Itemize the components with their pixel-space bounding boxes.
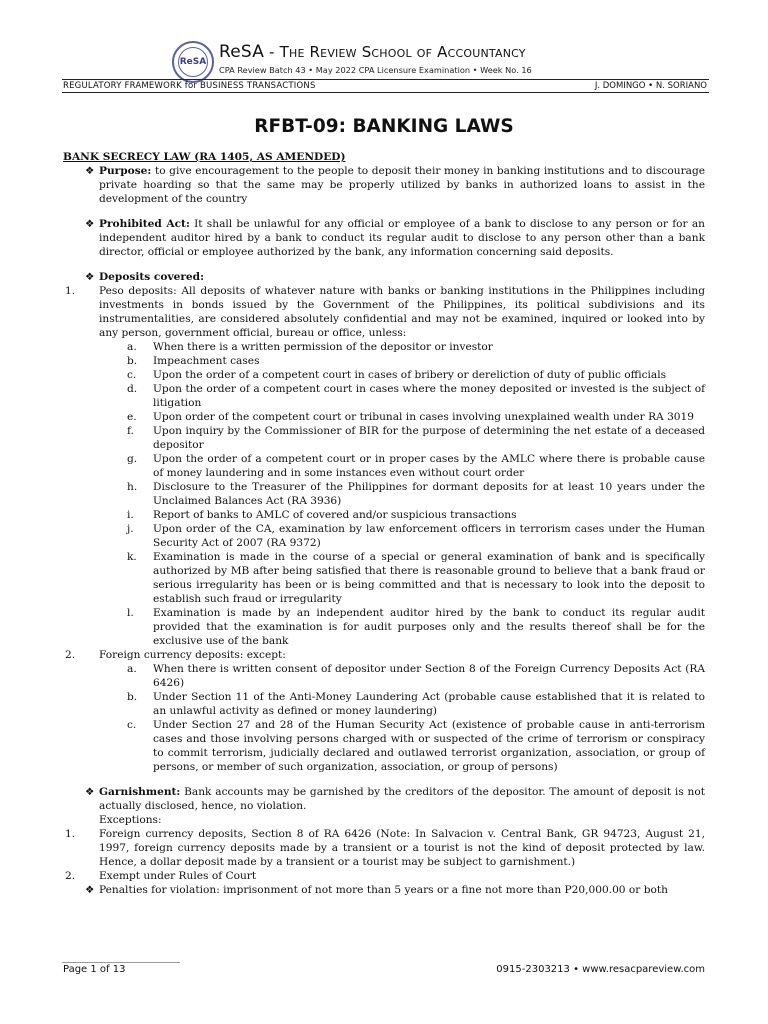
subject-title: REGULATORY FRAMEWORK for BUSINESS TRANSACTIONS (63, 81, 316, 91)
purpose-label: Purpose: (99, 165, 152, 177)
penalties-bullet (63, 883, 705, 897)
diamond-bullet-icon: ❖ (85, 884, 95, 896)
page-number: Page 1 of 13 (63, 964, 126, 975)
prohibited-text: It shall be unlawful for any official or employee of a bank to disclose to any person or for an independent auditor hired by a bank to conduct its regular audit to disclose to any person other than a bank director, official or employee authorized by the bank, any information concerning said deposits. (99, 218, 705, 258)
prohibited-label: Prohibited Act: (99, 218, 190, 230)
diamond-bullet-icon: ❖ (85, 786, 95, 798)
list-item: h. Disclosure to the Treasurer of the Philippines for dormant deposits for at least 10 years under the Unclaimed Balances Act (RA 3936) (127, 481, 705, 507)
brand-full: The Review School of Accountancy (279, 43, 526, 61)
list-item: k. Examination is made in the course of a special or general examination of bank and is specifically authorized by MB after being satisfied that there is reasonable ground to believe that a bank fraud or serious irregularity has been or is being committed and that is necessary to look into the deposit to establish such fraud or irregularity (127, 551, 705, 605)
brand-dash: - (264, 43, 280, 61)
peso-deposits-text: Peso deposits: All deposits of whatever nature with banks or banking institutions in the Philippines including investments in bonds issued by the Government of the Philippines, its political subdivisions and its instrumentalities, are considered absolutely confidential and may not be examined, inquired or looked into by any person, government official, bureau or office, unless: (99, 285, 705, 339)
foreign-deposits-item (63, 648, 705, 662)
header-rule-top (62, 79, 709, 80)
list-number: 2. (65, 649, 76, 661)
resa-logo (172, 41, 214, 83)
list-item: l. Examination is made by an independent auditor hired by the bank to conduct its regular audit provided that the examination is for audit purposes only and the results thereof shall be for the exclusive use of the bank (127, 607, 705, 647)
section-heading: BANK SECRECY LAW (RA 1405, AS AMENDED) (63, 151, 346, 163)
diamond-bullet-icon: ❖ (85, 218, 95, 230)
page-title: RFBT-09: BANKING LAWS (254, 116, 514, 137)
foreign-deposits-text: Foreign currency deposits: except: (99, 649, 286, 661)
purpose-text: to give encouragement to the people to deposit their money in banking institutions and to discourage private hoarding so that the same may be properly utilized by banks in authorized loans to assist in the development of the country (99, 165, 705, 205)
list-number: 1. (65, 285, 76, 297)
list-item: 2. Exempt under Rules of Court (65, 870, 257, 882)
garnishment-bullet (63, 785, 705, 827)
penalties-text: Penalties for violation: imprisonment of not more than 5 years or a fine not more than P20,000.00 or both (99, 884, 668, 896)
list-item: e. Upon order of the competent court or tribunal in cases involving unexplained wealth under RA 3019 (127, 411, 695, 423)
peso-exceptions-list (63, 340, 705, 648)
list-item: c. Upon the order of a competent court in cases of bribery or dereliction of duty of public officials (127, 369, 667, 381)
exceptions-label: Exceptions: (99, 814, 162, 826)
list-item: f. Upon inquiry by the Commissioner of BIR for the purpose of determining the net estate of a deceased depositor (127, 425, 705, 451)
deposits-bullet (63, 270, 705, 284)
list-item: j. Upon order of the CA, examination by law enforcement officers in terrorism cases under the Human Security Act of 2007 (RA 9372) (127, 523, 705, 549)
diamond-bullet-icon: ❖ (85, 271, 95, 283)
deposits-label: Deposits covered: (99, 271, 204, 283)
list-item: b. Under Section 11 of the Anti-Money Laundering Act (probable cause established that it is related to an unlawful activity as defined or money laundering) (127, 691, 705, 717)
garnishment-text: Bank accounts may be garnished by the creditors of the depositor. The amount of deposit is not actually disclosed, hence, no violation. (99, 786, 705, 812)
list-item: 1. Foreign currency deposits, Section 8 of RA 6426 (Note: In Salvacion v. Central Bank, GR 94723, August 21, 1997, foreign currency deposits made by a transient or a tourist is not the kind of deposit protected by law. Hence, a dollar deposit made by a transient or a tourist may be subject to garnishment.) (65, 828, 705, 868)
list-item: c. Under Section 27 and 28 of the Human Security Act (existence of probable cause in anti-terrorism cases and those involving persons charged with or suspected of the crime of terrorism or conspiracy to commit terrorism, judicially declared and outlawed terrorist organization, association, or group of persons, or member of such organization, association, or group of persons) (127, 719, 705, 773)
header-rule-bottom (62, 92, 709, 93)
contact-info: 0915-2303213 • www.resacpareview.com (496, 964, 705, 975)
list-item: a. When there is a written permission of the depositor or investor (127, 341, 493, 353)
list-item: a. When there is written consent of depositor under Section 8 of the Foreign Currency Deposits Act (RA 6426) (127, 663, 705, 689)
list-item: b. Impeachment cases (127, 355, 260, 367)
document-body (63, 150, 705, 897)
list-item: i. Report of banks to AMLC of covered and/or suspicious transactions (127, 509, 517, 521)
list-item: d. Upon the order of a competent court in cases where the money deposited or invested is the subject of litigation (127, 383, 705, 409)
garnishment-label: Garnishment: (99, 786, 181, 798)
peso-deposits-item (63, 284, 705, 340)
purpose-bullet (63, 164, 705, 206)
authors: J. DOMINGO • N. SORIANO (594, 81, 707, 91)
resa-logo-text: ReSA (178, 47, 208, 77)
list-item: g. Upon the order of a competent court or in proper cases by the AMLC where there is probable cause of money laundering and in some instances even without court order (127, 453, 705, 479)
batch-line: CPA Review Batch 43 • May 2022 CPA Licensure Examination • Week No. 16 (219, 65, 532, 75)
brand-short: ReSA (219, 42, 265, 62)
foreign-exceptions-list (63, 662, 705, 774)
school-name (219, 42, 526, 62)
footer-rule (62, 962, 180, 963)
prohibited-bullet (63, 217, 705, 259)
diamond-bullet-icon: ❖ (85, 165, 95, 177)
